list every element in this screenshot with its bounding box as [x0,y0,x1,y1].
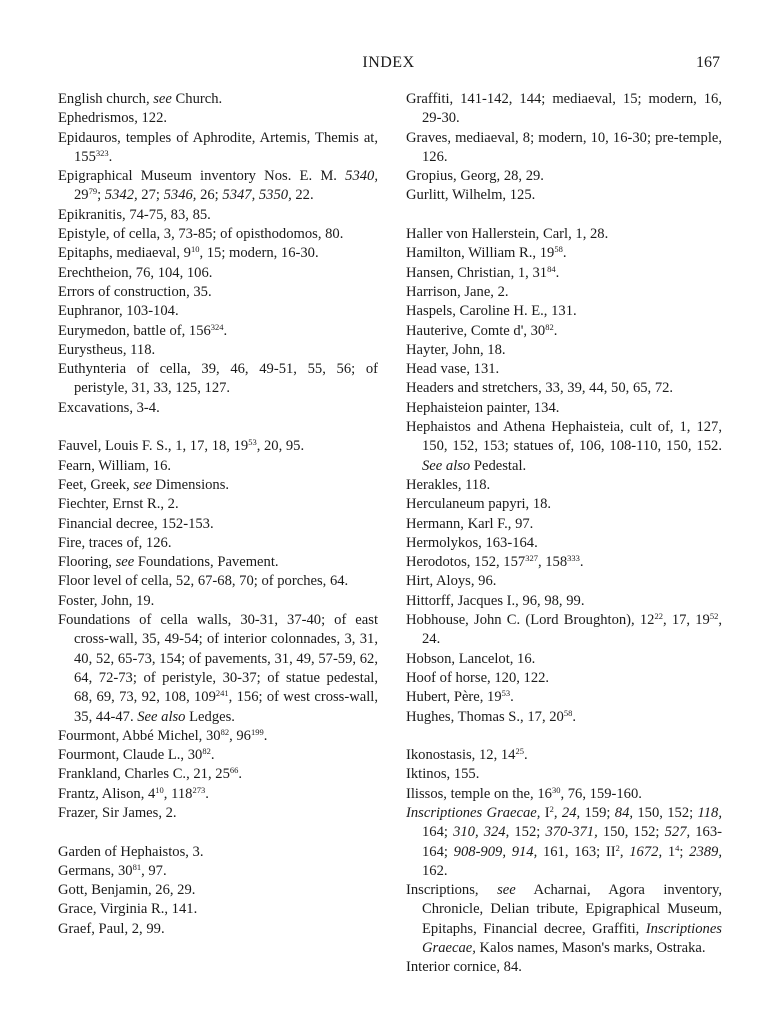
index-entry: Headers and stretchers, 33, 39, 44, 50, 65, 72. [406,380,674,397]
index-entry: Eurystheus, 118. [58,341,156,358]
index-entry: Hittorff, Jacques I., 96, 98, 99. [406,592,585,609]
index-entry: Euthynteria of cella, 39, 46, 49-51, 55, 56; of peristyle, 31, 33, 125, 127. [58,361,378,397]
index-entry: Hoof of horse, 120, 122. [406,669,550,686]
index-entry: Frankland, Charles C., 21, $25^{66}$. [58,765,243,783]
index-entry: Hirt, Aloys, 96. [406,573,497,590]
index-entry: Graef, Paul, 2, 99. [58,920,165,937]
index-entry: Hephaistos and Athena Hephaisteia, cult of, 1, 127, 150, 152, 153; statues of, 106, 108-110, 150, 152. See also Pedestal. [406,419,722,474]
index-entry: Fourmont, Claude L., $30^{82}$. [58,746,215,764]
index-entry: Floor level of cella, 52, 67-68, 70; of porches, 64. [58,573,349,590]
index-entry: Fourmont, Abbé Michel, $30^{82}$, $96^{199}$. [58,726,268,744]
index-entry: Graffiti, 141-142, 144; mediaeval, 15; modern, 16, 29-30. [406,91,722,127]
index-entry: Foundations of cella walls, 30-31, 37-40; of east cross-wall, 35, 49-54; of interior colonnades, 3, 31, 40, 52, 65-73, 154; of pavements, 31, 49, 57-59, 62, 64, 72-73; of peristyle, 30-37; of statue pedestal, 68, 69, 73, 92, 108, $109^{241}$, 156; of west cross-wall, 35, 44-47. See also Ledges. [58,612,378,725]
index-entry: Interior cornice, 84. [406,959,522,976]
index-column-left [58,90,378,939]
index-entry: Euphranor, 103-104. [58,303,179,320]
index-entry: Fauvel, Louis F. S., 1, 17, 18, $19^{53}$, 20, 95. [58,437,305,455]
index-entry: Gurlitt, Wilhelm, 125. [406,187,536,204]
index-entry: Hansen, Christian, 1, $31^{84}$. [406,263,560,281]
index-entry: Financial decree, 152-153. [58,515,214,532]
index-entry: Haspels, Caroline H. E., 131. [406,303,577,320]
index-entry: Grace, Virginia R., 141. [58,901,198,918]
index-entry: Hobhouse, John C. (Lord Broughton), $12^{22}$, 17, $19^{52}$, 24. [406,611,722,648]
index-entry: Fire, traces of, 126. [58,534,172,551]
index-entry: Eurymedon, battle of, $156^{324}$. [58,321,228,339]
index-entry: Hephaisteion painter, 134. [406,399,560,416]
index-entry: Erechtheion, 76, 104, 106. [58,264,213,281]
index-entry: Herculaneum papyri, 18. [406,496,552,513]
index-entry: Hayter, John, 18. [406,341,506,358]
index-entry: Hamilton, William R., $19^{58}$. [406,244,567,262]
index-entry: Herakles, 118. [406,476,491,493]
index-entry: Ikonostasis, 12, $14^{25}$. [406,746,528,764]
index-entry: Fearn, William, 16. [58,457,172,474]
index-entry: Ephedrismos, 122. [58,110,168,127]
index-entry: Epistyle, of cella, 3, 73-85; of opisthodomos, 80. [58,226,344,243]
index-entry: Inscriptiones Graecae, $I^2$, 24, 159; 84, 150, 152; 118, 164; 310, 324, 152; 370-371, 150, 152; 527, 163-164; 908-909, 914, 161, 163; $II^2$, 1672, $1^4$; 2389, 162. [406,803,723,879]
page-number: 167 [696,54,720,71]
index-entry: Errors of construction, 35. [58,283,212,300]
index-entry: Garden of Hephaistos, 3. [58,843,204,860]
index-entry: Inscriptions, see Acharnai, Agora inventory, Chronicle, Delian tribute, Epigraphical Museum, Epitaphs, Financial decree, Graffiti, Inscriptiones Graecae, Kalos names, Mason's marks, Ostraka. [406,882,722,957]
index-entry: Excavations, 3-4. [58,399,160,416]
index-entry: Hauterive, Comte d', $30^{82}$. [406,321,558,339]
index-entry: Hobson, Lancelot, 16. [406,650,536,667]
index-entry: Haller von Hallerstein, Carl, 1, 28. [406,226,609,243]
index-entry: Hughes, Thomas S., 17, $20^{58}$. [406,707,576,725]
index-entry: Frantz, Alison, $4^{10}$, $118^{273}$. [58,784,209,802]
index-entry: Graves, mediaeval, 8; modern, 10, 16-30; pre-temple, 126. [406,129,722,165]
index-entry: English church, see Church. [58,91,223,107]
index-entry: Head vase, 131. [406,361,500,378]
index-entry: Flooring, see Foundations, Pavement. [58,554,279,571]
index-entry: Harrison, Jane, 2. [406,283,509,300]
index-entry: Epidauros, temples of Aphrodite, Artemis, Themis at, $155^{323}$. [58,129,378,165]
index-entry: Hubert, Père, $19^{53}$. [406,688,514,706]
index-entry: Foster, John, 19. [58,592,155,609]
index-entry: Germans, $30^{81}$, 97. [58,861,167,879]
index-entry: Feet, Greek, see Dimensions. [58,476,230,493]
index-entry: Herodotos, 152, $157^{327}$, $158^{333}$. [406,553,584,571]
index-entry: Epikranitis, 74-75, 83, 85. [58,206,211,223]
index-column-right [406,90,722,978]
index-entry: Epitaphs, mediaeval, $9^{10}$, 15; modern, 16-30. [58,244,319,262]
index-entry: Ilissos, temple on the, $16^{30}$, 76, 159-160. [406,784,642,802]
index-entry: Hermann, Karl F., 97. [406,515,534,532]
index-entry: Epigraphical Museum inventory Nos. E. M. 5340, $29^{79}$; 5342, 27; 5346, 26; 5347, 5350, 22. [58,168,378,204]
index-entry: Gropius, Georg, 28, 29. [406,168,544,185]
index-entry: Hermolykos, 163-164. [406,534,538,551]
index-entry: Frazer, Sir James, 2. [58,804,177,821]
running-header: INDEX [362,54,415,71]
index-entry: Fiechter, Ernst R., 2. [58,496,179,513]
index-entry: Iktinos, 155. [406,766,480,783]
index-entry: Gott, Benjamin, 26, 29. [58,882,196,899]
